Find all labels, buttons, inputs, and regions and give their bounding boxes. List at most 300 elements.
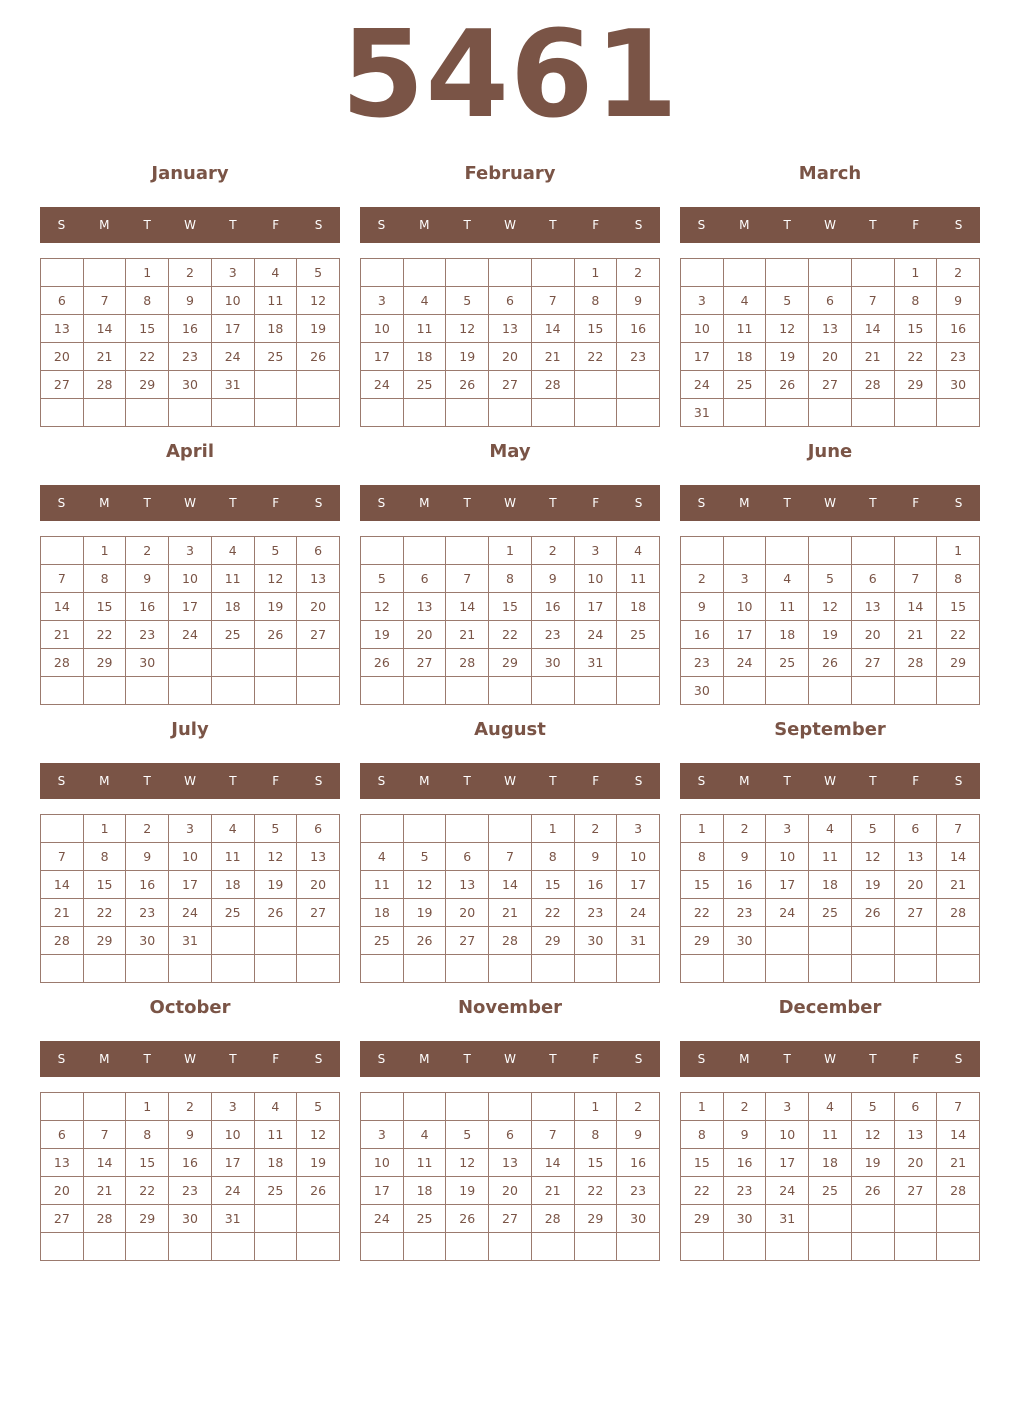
day-cell: 21 xyxy=(489,899,532,927)
week-row xyxy=(681,259,980,287)
day-cell: 5 xyxy=(297,259,340,287)
day-cell: 2 xyxy=(531,537,574,565)
weekday-label: T xyxy=(783,218,791,232)
day-cell: 31 xyxy=(681,399,724,427)
day-cell: 19 xyxy=(297,315,340,343)
day-grid xyxy=(360,1092,660,1261)
day-cell: 24 xyxy=(681,371,724,399)
empty-day-cell xyxy=(489,259,532,287)
weekday-label: S xyxy=(634,496,643,510)
week-row xyxy=(41,259,340,287)
day-cell: 30 xyxy=(937,371,980,399)
day-cell: 29 xyxy=(574,1205,617,1233)
week-row xyxy=(41,677,340,705)
day-cell: 12 xyxy=(766,315,809,343)
day-cell: 9 xyxy=(574,843,617,871)
day-cell: 27 xyxy=(489,1205,532,1233)
empty-day-cell xyxy=(126,955,169,983)
day-cell: 4 xyxy=(403,1121,446,1149)
day-cell: 28 xyxy=(83,371,126,399)
day-cell: 9 xyxy=(126,843,169,871)
day-cell: 30 xyxy=(126,649,169,677)
empty-day-cell xyxy=(169,677,212,705)
day-cell: 4 xyxy=(361,843,404,871)
empty-day-cell xyxy=(723,677,766,705)
day-cell: 24 xyxy=(169,621,212,649)
week-row xyxy=(41,1121,340,1149)
day-cell: 8 xyxy=(531,843,574,871)
week-row xyxy=(361,621,660,649)
empty-day-cell xyxy=(617,371,660,399)
day-cell: 2 xyxy=(723,815,766,843)
day-cell: 7 xyxy=(83,1121,126,1149)
empty-day-cell xyxy=(766,1233,809,1261)
empty-day-cell xyxy=(254,1205,297,1233)
day-cell: 11 xyxy=(211,565,254,593)
day-cell: 7 xyxy=(531,1121,574,1149)
weekday-header xyxy=(680,763,980,799)
empty-day-cell xyxy=(681,259,724,287)
day-cell: 23 xyxy=(126,621,169,649)
empty-day-cell xyxy=(297,1233,340,1261)
day-cell: 15 xyxy=(681,1149,724,1177)
empty-day-cell xyxy=(361,399,404,427)
week-row xyxy=(681,815,980,843)
week-row xyxy=(681,287,980,315)
day-grid xyxy=(680,536,980,705)
empty-day-cell xyxy=(723,537,766,565)
day-cell: 13 xyxy=(297,843,340,871)
weekday-label: S xyxy=(697,1052,706,1066)
day-cell: 5 xyxy=(809,565,852,593)
day-cell: 10 xyxy=(766,843,809,871)
day-cell: 6 xyxy=(41,287,84,315)
day-cell: 9 xyxy=(169,1121,212,1149)
empty-day-cell xyxy=(894,955,937,983)
day-cell: 5 xyxy=(254,815,297,843)
day-cell: 15 xyxy=(574,315,617,343)
day-cell: 8 xyxy=(83,565,126,593)
day-grid xyxy=(40,1092,340,1261)
day-cell: 16 xyxy=(169,315,212,343)
weekday-label: T xyxy=(463,496,471,510)
day-cell: 2 xyxy=(681,565,724,593)
day-cell: 26 xyxy=(297,1177,340,1205)
day-cell: 14 xyxy=(937,1121,980,1149)
day-cell: 23 xyxy=(937,343,980,371)
empty-day-cell xyxy=(574,399,617,427)
empty-day-cell xyxy=(489,399,532,427)
empty-day-cell xyxy=(851,1233,894,1261)
empty-day-cell xyxy=(41,815,84,843)
day-cell: 6 xyxy=(297,537,340,565)
empty-day-cell xyxy=(83,1093,126,1121)
empty-day-cell xyxy=(297,399,340,427)
week-row xyxy=(681,1177,980,1205)
weekday-label: F xyxy=(592,1052,600,1066)
empty-day-cell xyxy=(403,677,446,705)
day-cell: 9 xyxy=(531,565,574,593)
weekday-label: W xyxy=(504,774,516,788)
week-row xyxy=(361,1121,660,1149)
week-row xyxy=(361,343,660,371)
day-cell: 13 xyxy=(851,593,894,621)
weekday-label: F xyxy=(272,1052,280,1066)
day-cell: 17 xyxy=(169,871,212,899)
empty-day-cell xyxy=(851,927,894,955)
day-grid xyxy=(360,536,660,705)
weekday-label: W xyxy=(824,496,836,510)
empty-day-cell xyxy=(617,955,660,983)
empty-day-cell xyxy=(766,677,809,705)
weekday-label: S xyxy=(697,774,706,788)
day-cell: 16 xyxy=(723,1149,766,1177)
day-cell: 26 xyxy=(403,927,446,955)
week-row xyxy=(41,565,340,593)
day-cell: 25 xyxy=(403,1205,446,1233)
day-cell: 10 xyxy=(169,843,212,871)
empty-day-cell xyxy=(41,537,84,565)
week-row xyxy=(681,899,980,927)
day-cell: 12 xyxy=(403,871,446,899)
weekday-label: F xyxy=(272,218,280,232)
weekday-label: T xyxy=(143,496,151,510)
day-cell: 25 xyxy=(403,371,446,399)
empty-day-cell xyxy=(126,399,169,427)
day-cell: 28 xyxy=(851,371,894,399)
day-cell: 24 xyxy=(211,1177,254,1205)
day-cell: 19 xyxy=(254,871,297,899)
day-cell: 6 xyxy=(297,815,340,843)
day-cell: 25 xyxy=(361,927,404,955)
empty-day-cell xyxy=(681,1233,724,1261)
day-cell: 28 xyxy=(937,1177,980,1205)
weekday-label: W xyxy=(184,1052,196,1066)
week-row xyxy=(361,1205,660,1233)
day-cell: 8 xyxy=(574,1121,617,1149)
day-cell: 7 xyxy=(446,565,489,593)
empty-day-cell xyxy=(41,1233,84,1261)
day-cell: 1 xyxy=(83,537,126,565)
day-cell: 24 xyxy=(361,371,404,399)
day-cell: 28 xyxy=(531,371,574,399)
week-row xyxy=(361,1093,660,1121)
week-row xyxy=(361,843,660,871)
day-cell: 13 xyxy=(446,871,489,899)
day-cell: 29 xyxy=(681,927,724,955)
week-row xyxy=(361,927,660,955)
day-cell: 26 xyxy=(297,343,340,371)
empty-day-cell xyxy=(169,649,212,677)
week-row xyxy=(41,1177,340,1205)
day-cell: 11 xyxy=(254,1121,297,1149)
day-cell: 29 xyxy=(681,1205,724,1233)
empty-day-cell xyxy=(681,537,724,565)
day-cell: 2 xyxy=(126,815,169,843)
day-cell: 9 xyxy=(681,593,724,621)
weekday-label: M xyxy=(739,1052,750,1066)
day-cell: 30 xyxy=(126,927,169,955)
day-cell: 14 xyxy=(851,315,894,343)
day-cell: 7 xyxy=(894,565,937,593)
empty-day-cell xyxy=(489,677,532,705)
day-cell: 22 xyxy=(574,1177,617,1205)
day-cell: 2 xyxy=(617,259,660,287)
day-cell: 4 xyxy=(254,1093,297,1121)
day-cell: 7 xyxy=(83,287,126,315)
day-cell: 3 xyxy=(169,815,212,843)
weekday-label: T xyxy=(229,1052,237,1066)
week-row xyxy=(681,1149,980,1177)
week-row xyxy=(361,1233,660,1261)
weekday-header xyxy=(360,1041,660,1077)
weekday-header xyxy=(680,1041,980,1077)
day-cell: 26 xyxy=(446,1205,489,1233)
day-cell: 24 xyxy=(766,899,809,927)
day-cell: 1 xyxy=(574,259,617,287)
day-cell: 15 xyxy=(531,871,574,899)
day-cell: 7 xyxy=(937,1093,980,1121)
empty-day-cell xyxy=(83,677,126,705)
empty-day-cell xyxy=(254,399,297,427)
day-cell: 1 xyxy=(531,815,574,843)
empty-day-cell xyxy=(403,259,446,287)
day-cell: 22 xyxy=(574,343,617,371)
empty-day-cell xyxy=(297,927,340,955)
empty-day-cell xyxy=(297,1205,340,1233)
empty-day-cell xyxy=(617,1233,660,1261)
day-cell: 3 xyxy=(681,287,724,315)
empty-day-cell xyxy=(766,399,809,427)
empty-day-cell xyxy=(574,371,617,399)
day-cell: 14 xyxy=(446,593,489,621)
day-cell: 11 xyxy=(254,287,297,315)
weekday-label: T xyxy=(549,1052,557,1066)
weekday-label: T xyxy=(463,218,471,232)
day-cell: 21 xyxy=(41,621,84,649)
day-cell: 27 xyxy=(297,621,340,649)
weekday-label: T xyxy=(229,218,237,232)
empty-day-cell xyxy=(254,677,297,705)
month-name: October xyxy=(149,997,231,1018)
day-cell: 12 xyxy=(851,843,894,871)
day-cell: 17 xyxy=(617,871,660,899)
weekday-label: S xyxy=(314,218,323,232)
day-cell: 8 xyxy=(126,287,169,315)
day-cell: 5 xyxy=(403,843,446,871)
day-cell: 26 xyxy=(851,899,894,927)
day-cell: 27 xyxy=(297,899,340,927)
day-cell: 11 xyxy=(766,593,809,621)
day-cell: 8 xyxy=(83,843,126,871)
weekday-label: T xyxy=(229,774,237,788)
empty-day-cell xyxy=(446,677,489,705)
day-grid xyxy=(360,258,660,427)
weekday-label: F xyxy=(592,218,600,232)
empty-day-cell xyxy=(531,955,574,983)
day-cell: 10 xyxy=(723,593,766,621)
weekday-label: S xyxy=(57,218,66,232)
day-cell: 10 xyxy=(169,565,212,593)
day-cell: 14 xyxy=(937,843,980,871)
day-cell: 18 xyxy=(403,1177,446,1205)
day-cell: 3 xyxy=(211,259,254,287)
day-cell: 13 xyxy=(403,593,446,621)
weekday-label: W xyxy=(504,1052,516,1066)
day-cell: 26 xyxy=(851,1177,894,1205)
weekday-label: S xyxy=(954,496,963,510)
empty-day-cell xyxy=(254,371,297,399)
day-cell: 18 xyxy=(617,593,660,621)
day-cell: 24 xyxy=(723,649,766,677)
day-cell: 8 xyxy=(894,287,937,315)
empty-day-cell xyxy=(809,537,852,565)
day-cell: 30 xyxy=(169,1205,212,1233)
day-cell: 12 xyxy=(254,843,297,871)
weekday-label: F xyxy=(912,774,920,788)
empty-day-cell xyxy=(361,955,404,983)
day-cell: 9 xyxy=(937,287,980,315)
empty-day-cell xyxy=(766,537,809,565)
week-row xyxy=(41,399,340,427)
day-cell: 29 xyxy=(489,649,532,677)
day-cell: 25 xyxy=(617,621,660,649)
day-cell: 26 xyxy=(809,649,852,677)
week-row xyxy=(681,621,980,649)
week-row xyxy=(681,1121,980,1149)
day-cell: 8 xyxy=(126,1121,169,1149)
day-cell: 28 xyxy=(894,649,937,677)
empty-day-cell xyxy=(489,955,532,983)
day-cell: 21 xyxy=(41,899,84,927)
empty-day-cell xyxy=(681,955,724,983)
day-cell: 2 xyxy=(723,1093,766,1121)
empty-day-cell xyxy=(211,1233,254,1261)
week-row xyxy=(41,815,340,843)
day-cell: 22 xyxy=(531,899,574,927)
day-cell: 2 xyxy=(574,815,617,843)
week-row xyxy=(41,315,340,343)
day-cell: 10 xyxy=(211,1121,254,1149)
month-name: November xyxy=(457,997,563,1018)
day-cell: 31 xyxy=(766,1205,809,1233)
day-cell: 21 xyxy=(446,621,489,649)
day-cell: 20 xyxy=(489,1177,532,1205)
empty-day-cell xyxy=(446,1093,489,1121)
weekday-label: W xyxy=(504,496,516,510)
day-cell: 26 xyxy=(254,621,297,649)
day-cell: 21 xyxy=(83,1177,126,1205)
day-cell: 20 xyxy=(851,621,894,649)
day-cell: 19 xyxy=(446,1177,489,1205)
day-cell: 27 xyxy=(446,927,489,955)
day-cell: 21 xyxy=(83,343,126,371)
empty-day-cell xyxy=(41,1093,84,1121)
day-cell: 18 xyxy=(254,315,297,343)
empty-day-cell xyxy=(126,1233,169,1261)
empty-day-cell xyxy=(446,1233,489,1261)
day-cell: 18 xyxy=(361,899,404,927)
day-cell: 6 xyxy=(489,1121,532,1149)
day-cell: 28 xyxy=(83,1205,126,1233)
day-cell: 25 xyxy=(809,899,852,927)
empty-day-cell xyxy=(489,1093,532,1121)
day-cell: 8 xyxy=(681,1121,724,1149)
week-row xyxy=(361,677,660,705)
day-cell: 27 xyxy=(809,371,852,399)
week-row xyxy=(41,1093,340,1121)
day-cell: 19 xyxy=(297,1149,340,1177)
week-row xyxy=(361,287,660,315)
day-cell: 10 xyxy=(617,843,660,871)
day-cell: 2 xyxy=(169,1093,212,1121)
empty-day-cell xyxy=(169,955,212,983)
day-cell: 11 xyxy=(361,871,404,899)
day-grid xyxy=(680,814,980,983)
weekday-label: T xyxy=(463,1052,471,1066)
day-cell: 28 xyxy=(446,649,489,677)
day-cell: 17 xyxy=(361,1177,404,1205)
day-cell: 5 xyxy=(851,815,894,843)
day-cell: 5 xyxy=(766,287,809,315)
day-cell: 6 xyxy=(403,565,446,593)
day-cell: 1 xyxy=(489,537,532,565)
empty-day-cell xyxy=(361,259,404,287)
day-cell: 30 xyxy=(723,927,766,955)
day-cell: 10 xyxy=(361,315,404,343)
day-cell: 10 xyxy=(766,1121,809,1149)
day-cell: 15 xyxy=(681,871,724,899)
day-cell: 4 xyxy=(403,287,446,315)
weekday-label: M xyxy=(99,1052,110,1066)
week-row xyxy=(681,1205,980,1233)
empty-day-cell xyxy=(297,371,340,399)
day-cell: 14 xyxy=(489,871,532,899)
day-cell: 1 xyxy=(937,537,980,565)
empty-day-cell xyxy=(531,677,574,705)
day-cell: 19 xyxy=(766,343,809,371)
weekday-label: T xyxy=(549,774,557,788)
day-cell: 6 xyxy=(894,815,937,843)
week-row xyxy=(681,955,980,983)
empty-day-cell xyxy=(83,1233,126,1261)
day-cell: 12 xyxy=(446,315,489,343)
weekday-label: S xyxy=(314,1052,323,1066)
day-cell: 3 xyxy=(723,565,766,593)
day-cell: 9 xyxy=(126,565,169,593)
empty-day-cell xyxy=(83,259,126,287)
day-grid xyxy=(680,258,980,427)
weekday-label: S xyxy=(697,496,706,510)
day-cell: 16 xyxy=(723,871,766,899)
weekday-header xyxy=(680,485,980,521)
empty-day-cell xyxy=(361,677,404,705)
weekday-label: W xyxy=(504,218,516,232)
empty-day-cell xyxy=(809,399,852,427)
week-row xyxy=(361,871,660,899)
day-cell: 23 xyxy=(169,1177,212,1205)
day-cell: 2 xyxy=(126,537,169,565)
day-cell: 6 xyxy=(489,287,532,315)
day-cell: 28 xyxy=(531,1205,574,1233)
day-cell: 16 xyxy=(681,621,724,649)
day-cell: 13 xyxy=(41,315,84,343)
week-row xyxy=(681,399,980,427)
day-cell: 17 xyxy=(574,593,617,621)
weekday-label: S xyxy=(634,1052,643,1066)
day-cell: 28 xyxy=(41,927,84,955)
day-cell: 15 xyxy=(489,593,532,621)
